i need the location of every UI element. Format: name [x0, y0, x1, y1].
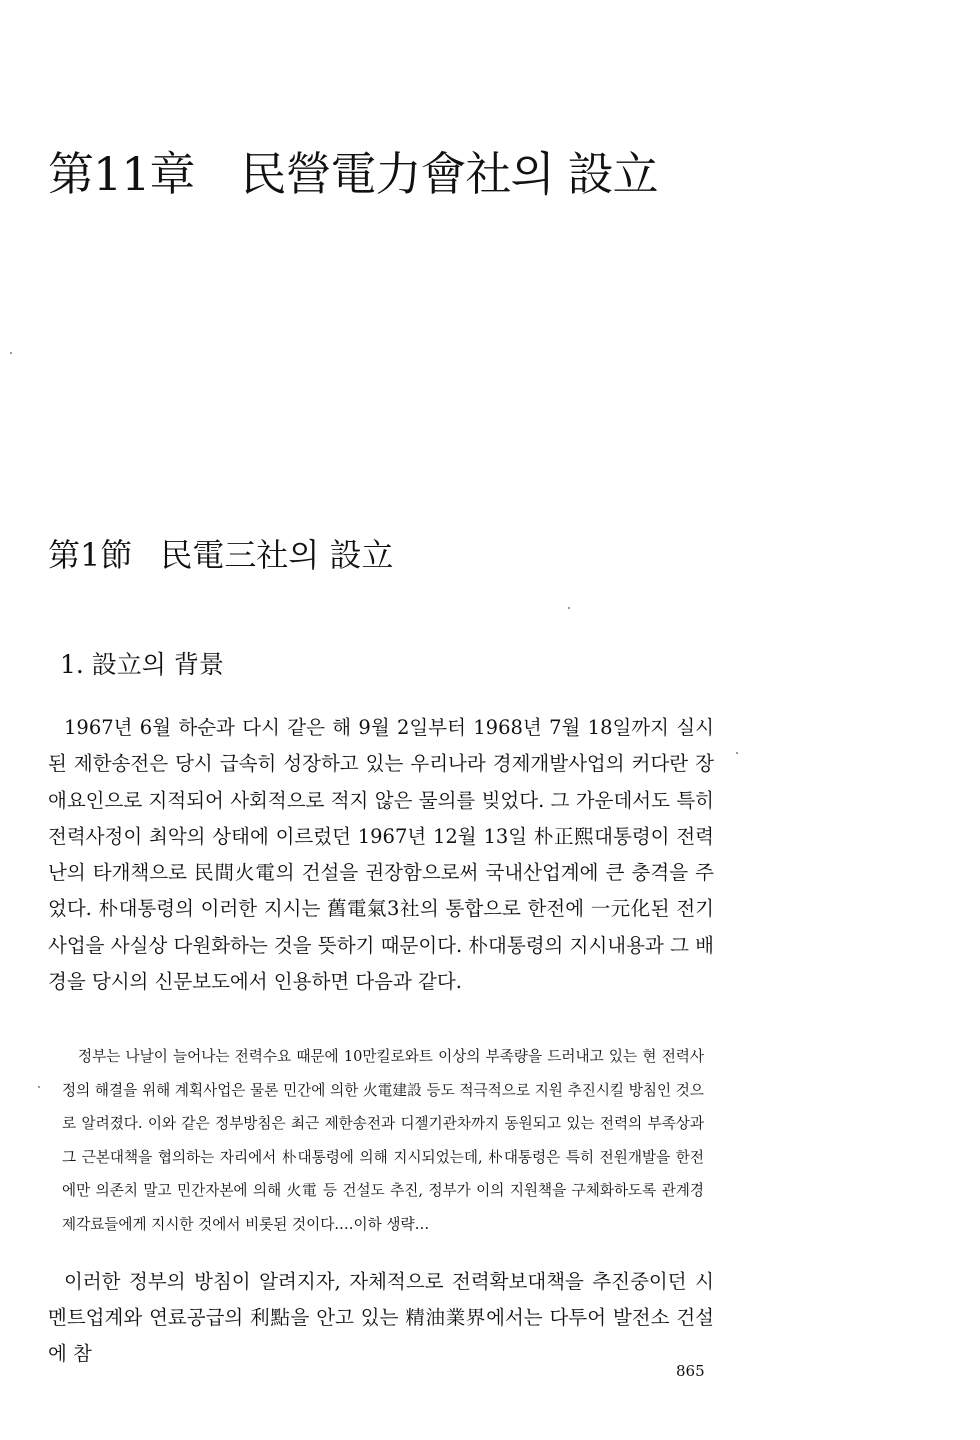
continuation-paragraph: 이러한 정부의 방침이 알려지자, 자체적으로 전력확보대책을 추진중이던 시멘트업계와 연료공급의 利點을 안고 있는 精油業界에서는 다투어 발전소 건설에 참: [48, 1270, 714, 1365]
subsection-heading: 1. 設立의 背景: [60, 650, 224, 679]
newspaper-quote: 정부는 나날이 늘어나는 전력수요 때문에 10만킬로와트 이상의 부족량을 드러내고 있는 현 전력사정의 해결을 위해 계획사업은 물론 민간에 의한 火電建設 등도 적극적으로 지원 추진시킬 방침인 것으로 알려졌다. 이와 같은 정부방침은 최근 제한송전과 디젤기관차까지 동원되고 있는 전력의 부족상과 그 근본대책을 협의하는 자리에서 朴대통령에 의해 지시되었는데, 朴대통령은 특히 전원개발을 한전에만 의존치 말고 민간자본에 의해 火電 등 건설도 추진, 정부가 이의 지원책을 구체화하도록 관계경제각료들에게 지시한 것에서 비롯된 것이다.…이하 생략…: [62, 1048, 704, 1233]
chapter-heading: [48, 138, 658, 204]
page-number: 865: [676, 1362, 705, 1380]
chapter-number: 第11章: [48, 147, 195, 201]
section-heading: [48, 530, 393, 576]
scan-speck: [38, 1086, 40, 1088]
intro-paragraph: 1967년 6월 하순과 다시 같은 해 9월 2일부터 1968년 7월 18일까지 실시된 제한송전은 당시 급속히 성장하고 있는 우리나라 경제개발사업의 커다란 장애요인으로 지적되어 사회적으로 적지 않은 물의를 빚었다. 그 가운데서도 특히 전력사정이 최악의 상태에 이르렀던 1967년 12월 13일 朴正熙대통령이 전력난의 타개책으로 民間火電의 건설을 권장함으로써 국내산업계에 큰 충격을 주었다. 朴대통령의 이러한 지시는 舊電氣3社의 통합으로 한전에 一元化된 전기사업을 사실상 다원화하는 것을 뜻하기 때문이다. 朴대통령의 지시내용과 그 배경을 당시의 신문보도에서 인용하면 다음과 같다.: [48, 716, 714, 994]
scan-speck: [736, 752, 738, 754]
section-number: 第1節: [48, 536, 133, 574]
scan-speck: [568, 607, 570, 609]
section-title: 民電三社의 設立: [160, 536, 394, 574]
chapter-title: 民營電力會社의 設立: [240, 147, 658, 201]
scan-speck: [10, 352, 12, 354]
